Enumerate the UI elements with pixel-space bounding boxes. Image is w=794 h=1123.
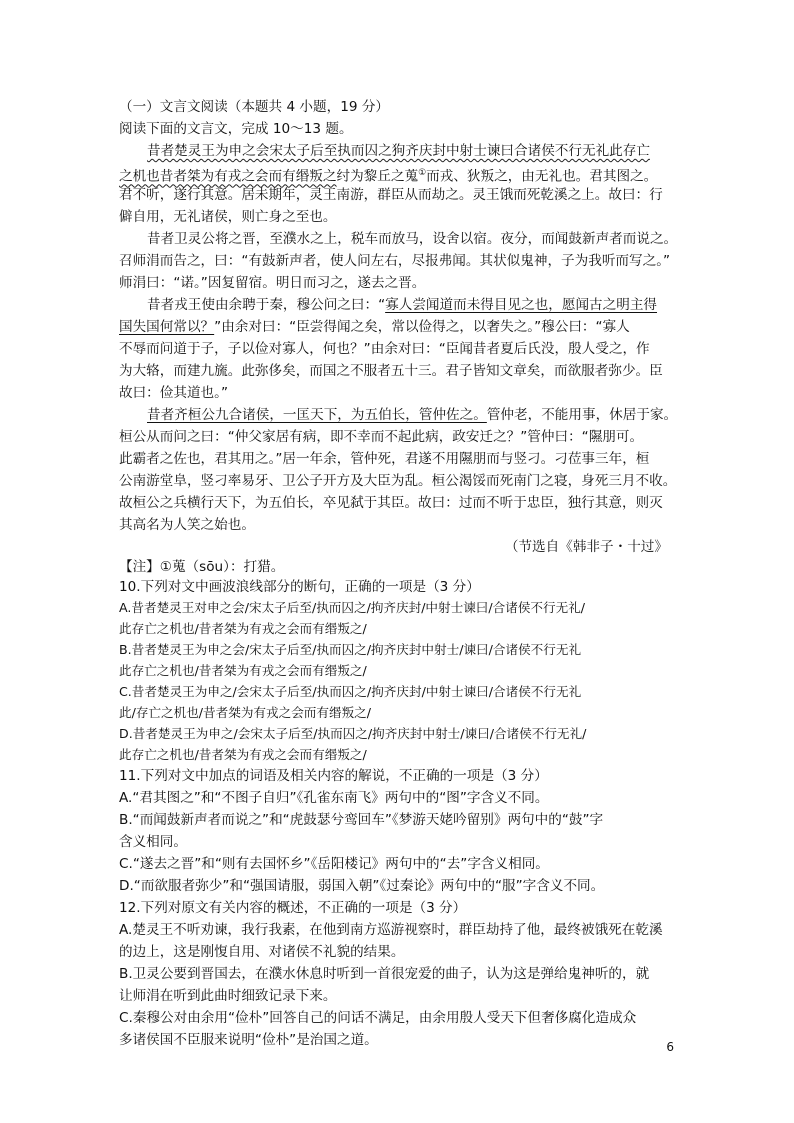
passage-p3-line1 xyxy=(147,296,657,314)
passage-p4-line5: 故桓公之兵横行天下，为五伯长，卒见弑于其臣。故曰：过而不听于忠臣，独行其意，则灭 xyxy=(119,495,663,511)
q12-option-c: C.秦穆公对由余用“俭朴”回答自己的问话不满足，由余用殷人受天下但奢侈腐化造成众 xyxy=(119,1010,637,1026)
q12-stem: 12.下列对原文有关内容的概述，不正确的一项是（3 分） xyxy=(119,900,467,916)
q11-option-d: D.“而欲服者弥少”和“强国请服，弱国入朝”《过秦论》两句中的“服”字含义不同。 xyxy=(119,878,605,894)
passage-p2-line2: 召师涓而告之，曰：“有鼓新声者，使人问左右，尽报弗闻。其状似鬼神，子为我听而写之。” xyxy=(119,253,671,269)
passage-p1-line2 xyxy=(119,164,657,186)
q10-option-b-cont: 此存亡之机也/昔者桀为有戎之会而有缗叛之/ xyxy=(119,663,367,678)
q12-option-a: A.楚灵王不听劝谏，我行我素，在他到南方巡游视察时，群臣劫持了他，最终被饿死在乾溪 xyxy=(119,922,663,938)
q11-stem: 11.下列对文中加点的词语及相关内容的解说，不正确的一项是（3 分） xyxy=(119,768,548,784)
passage-p4-line3: 此霸者之佐也，君其用之。”居一年余，管仲死，君遂不用隰朋而与竖刁。刁莅事三年，桓 xyxy=(119,451,650,467)
passage-p4-line2: 桓公从而问之曰：“仲父家居有病，即不幸而不起此病，政安迁之？”管仲曰：“隰朋可。 xyxy=(119,429,644,445)
page-number: 6 xyxy=(666,1040,674,1054)
underlined-segment: 国失国何常以？ xyxy=(119,319,215,335)
q10-option-d-cont: 此存亡之机也/昔者桀为有戎之会而有缗叛之/ xyxy=(119,747,367,762)
footnote-mark: ① xyxy=(418,168,427,178)
passage-p1-line2-b: 纣为黎丘之蒐 xyxy=(336,168,419,185)
underlined-segment: 昔者齐桓公九合诸侯，一匡天下，为五伯长，管仲佐之。 xyxy=(147,407,487,423)
q10-option-a-cont: 此存亡之机也/昔者桀为有戎之会而有缗叛之/ xyxy=(119,621,367,636)
passage-p1-line2-c: 而戎、狄叛之，由无礼也。君其图之。 xyxy=(426,168,658,185)
passage-p3-line4: 为大辂，而建九旒。此弥侈矣，而国之不服者五十三。君子皆知文章矣，而欲服者弥少。臣 xyxy=(119,363,663,379)
q11-option-a: A.“君其图之”和“不图子自归”《孔雀东南飞》两句中的“图”字含义不同。 xyxy=(119,790,549,806)
section-title: （一）文言文阅读（本题共 4 小题，19 分） xyxy=(119,99,390,115)
instruction: 阅读下面的文言文，完成 10～13 题。 xyxy=(119,121,353,137)
q10-option-d: D.昔者楚灵王为申之/会宋太子后至/执而囚之/拘齐庆封中射士/谏曰/合诸侯不行无礼/ xyxy=(119,726,587,741)
passage-p1-line4: 僻自用，无礼诸侯，则亡身之至也。 xyxy=(119,209,337,225)
wavy-segment: 之机也昔者桀为有戎之会而有缗叛之 xyxy=(119,168,337,185)
passage-p3-line2 xyxy=(119,318,630,336)
underlined-segment: 寡人尝闻道而未得目见之也，愿闻古之明主得 xyxy=(385,297,658,313)
q11-option-b-cont: 含义相同。 xyxy=(119,834,187,850)
q10-option-a: A.昔者楚灵王对申之会/宋太子后至/执而囚之/拘齐庆封/中射士谏曰/合诸侯不行无礼/ xyxy=(119,600,586,615)
q10-option-c-cont: 此/存亡之机也/昔者桀为有戎之会而有缗叛之/ xyxy=(119,705,372,720)
q12-option-b-cont: 让师涓在听到此曲时细致记录下来。 xyxy=(119,988,337,1004)
q10-option-b: B.昔者楚灵王为申之会/宋太子后至/执而囚之/拘齐庆封中射士/谏曰/合诸侯不行无礼 xyxy=(119,642,582,657)
source-citation: （节选自《韩非子・十过》 xyxy=(504,539,668,555)
q10-stem: 10.下列对文中画波浪线部分的断句，正确的一项是（3 分） xyxy=(119,579,480,595)
passage-p1-line1: 昔者楚灵王为申之会宋太子后至执而囚之狗齐庆封中射士谏曰合诸侯不行无礼此存亡 xyxy=(147,143,650,159)
passage-p3-line1-a: 昔者戎王使由余聘于秦，穆公问之曰：“ xyxy=(147,297,386,313)
q12-option-a-cont: 的边上，这是刚愎自用、对诸侯不礼貌的结果。 xyxy=(119,944,405,960)
q10-option-c: C.昔者楚灵王为申之/会宋太子后至/执而囚之/拘齐庆封/中射士谏曰/合诸侯不行无礼 xyxy=(119,684,582,699)
passage-p4-line4: 公南游堂阜，竖刁率易牙、卫公子开方及大臣为乱。桓公渴馁而死南门之寝，身死三月不收。 xyxy=(119,473,677,489)
passage-p2-line1: 昔者卫灵公将之晋，至濮水之上，税车而放马，设舍以宿。夜分，而闻鼓新声者而说之。 xyxy=(147,231,678,247)
passage-p4-line6: 其高名为人笑之始也。 xyxy=(119,517,255,533)
q12-option-c-cont: 多诸侯国不臣服来说明“俭朴”是治国之道。 xyxy=(119,1032,378,1048)
passage-p3-line2-b: ”由余对曰：“臣尝得闻之矣，常以俭得之，以奢失之。”穆公曰：“寡人 xyxy=(214,319,630,335)
passage-p3-line5: 故曰：俭其道也。” xyxy=(119,385,228,401)
footnote: 【注】①蒐（sōu）：打猎。 xyxy=(119,559,285,575)
q12-option-b: B.卫灵公要到晋国去，在濮水休息时听到一首很宠爱的曲子，认为这是弹给鬼神听的，就 xyxy=(119,966,650,982)
passage-p2-line3: 师涓曰：“诺。”因复留宿。明日而习之，遂去之晋。 xyxy=(119,275,426,291)
passage-p4-line1 xyxy=(147,406,677,424)
passage-p3-line3: 不辱而问道于子，子以俭对寡人，何也？”由余对曰：“臣闻昔者夏后氏没，殷人受之，作 xyxy=(119,341,650,357)
q11-option-b: B.“而闻鼓新声者而说之”和“虎鼓瑟兮鸾回车”《梦游天姥吟留别》两句中的“鼓”字 xyxy=(119,812,604,828)
q11-option-c: C.“遂去之晋”和“则有去国怀乡”《岳阳楼记》两句中的“去”字含义相同。 xyxy=(119,856,549,872)
passage-p1-line3: 君不听，遂行其意。居未期年，灵王南游，群臣从而劫之。灵王饿而死乾溪之上。故曰：行 xyxy=(119,187,663,203)
passage-p4-line1-b: 管仲老，不能用事，休居于家。 xyxy=(486,407,678,423)
